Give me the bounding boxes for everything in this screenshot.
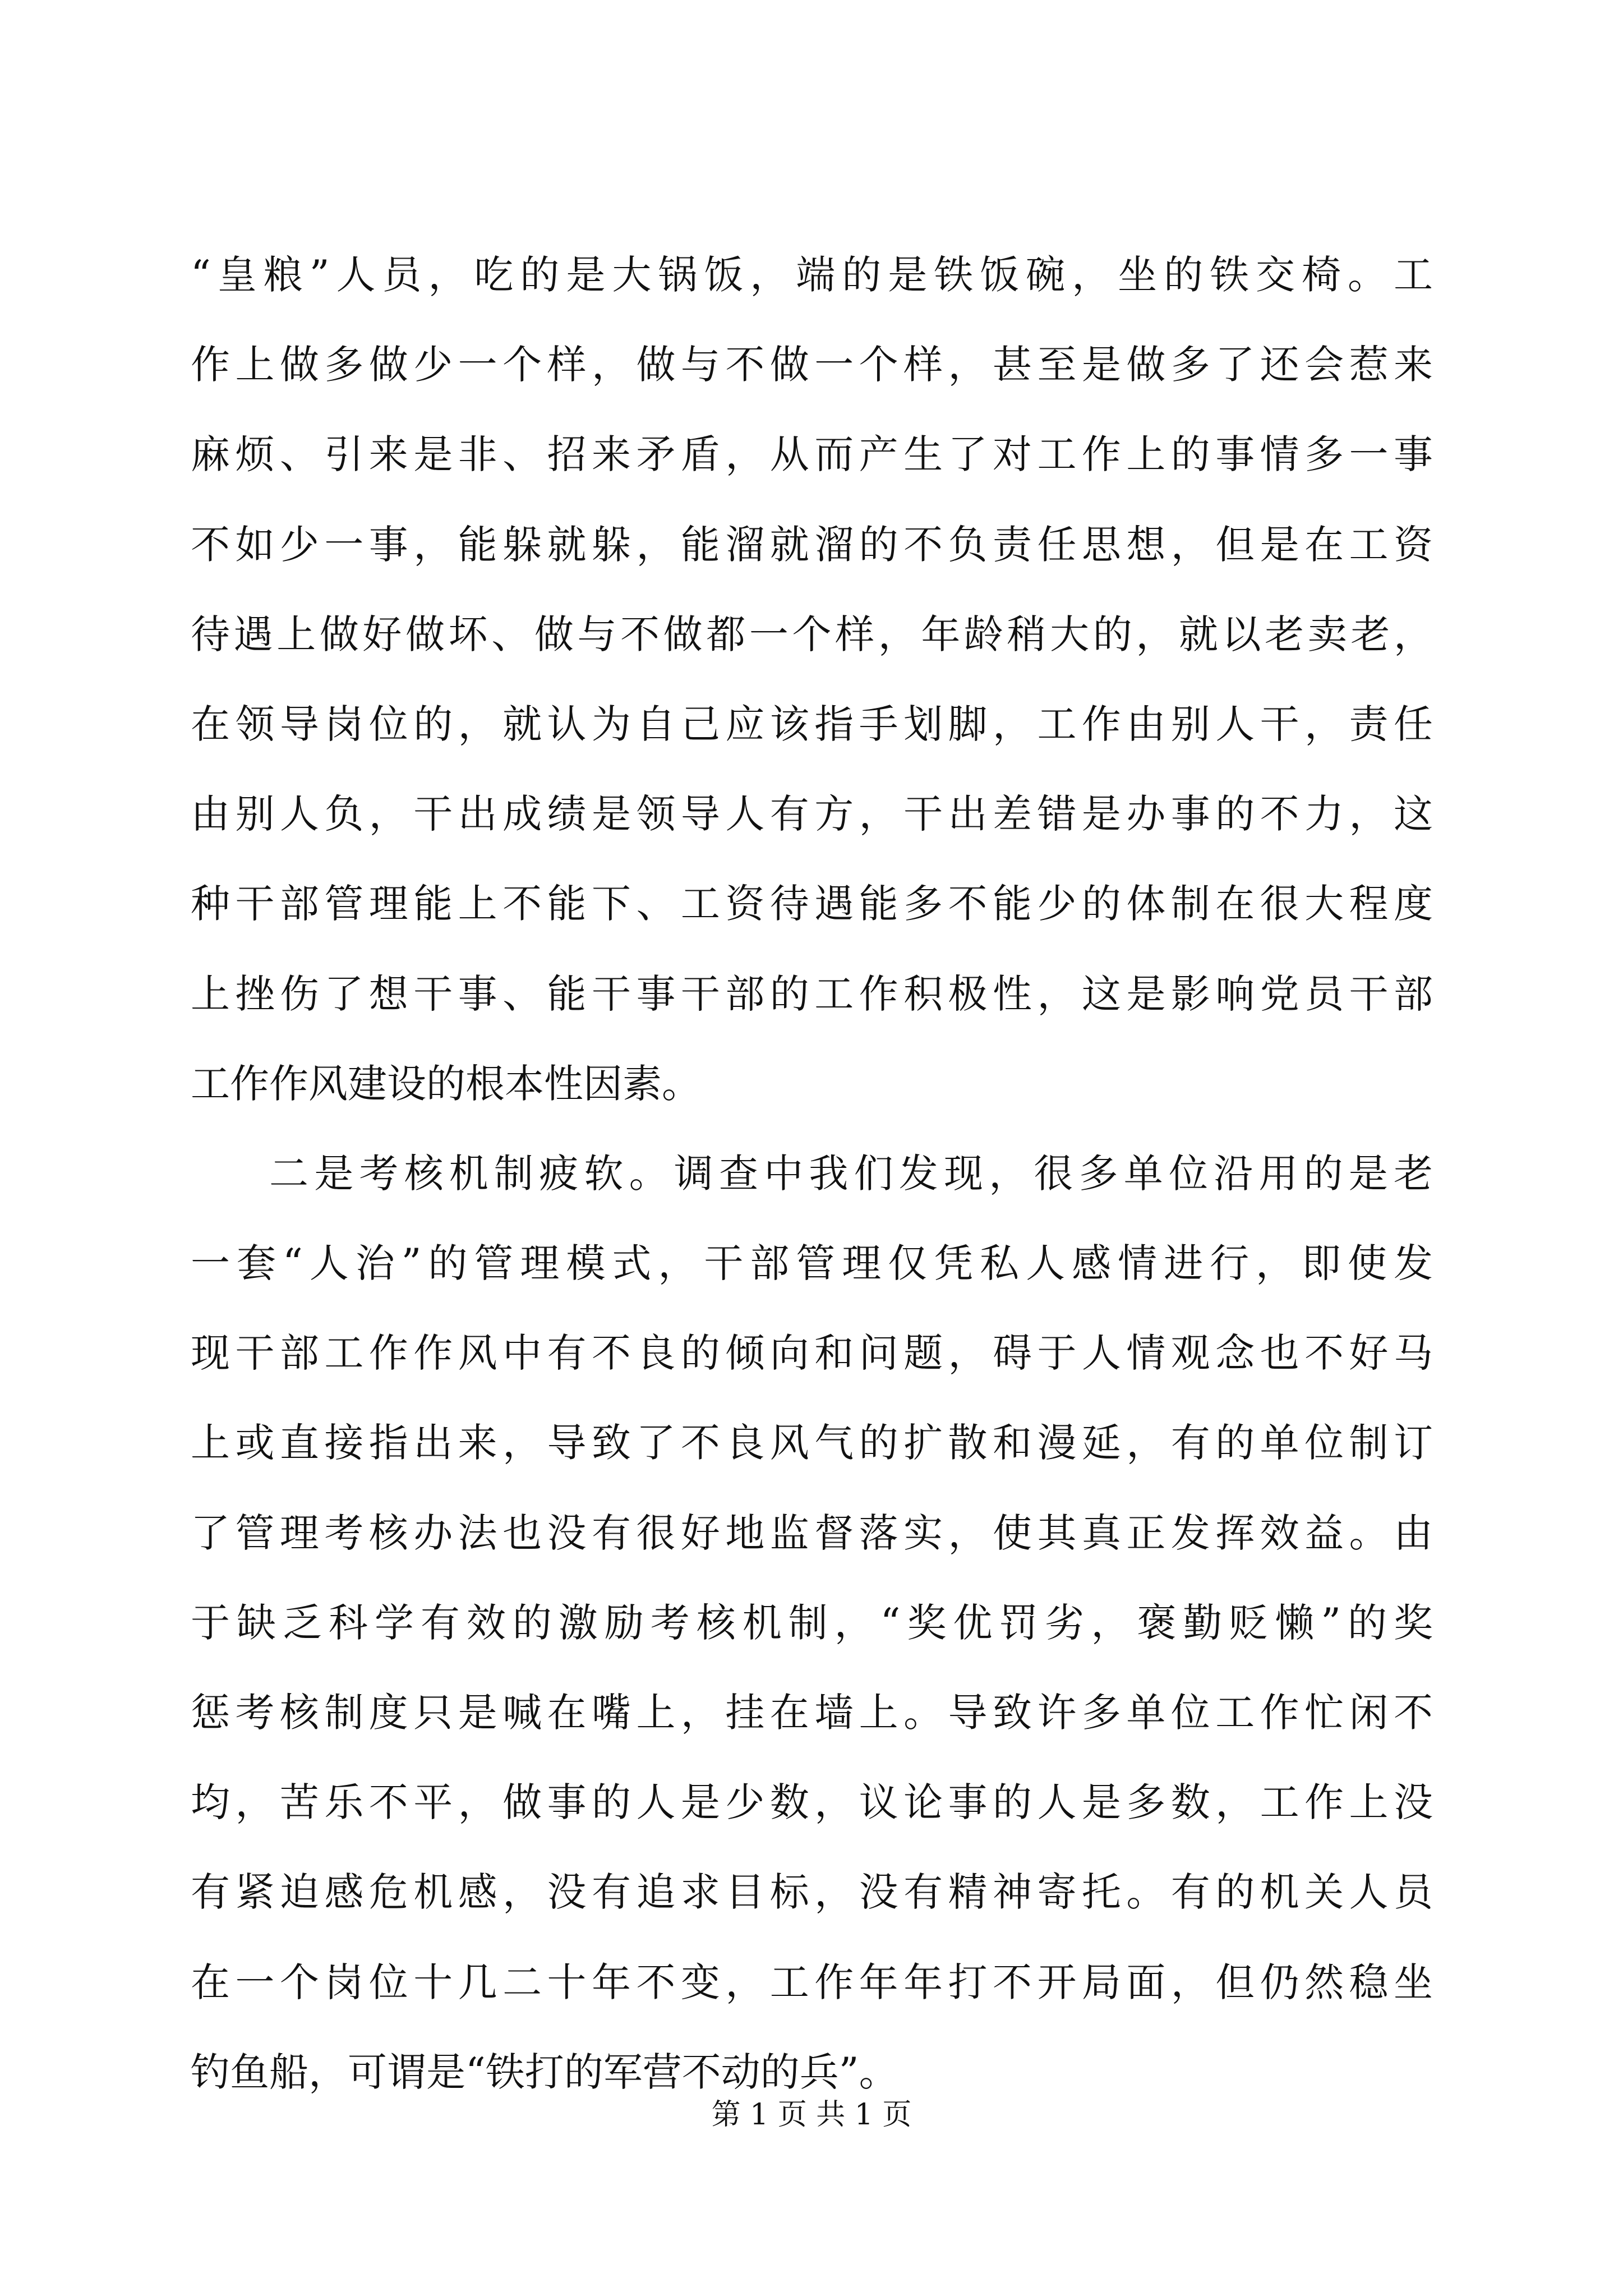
text-line: 不如少一事，能躲就躲，能溜就溜的不负责任思想，但是在工资	[191, 521, 1433, 568]
text-line: 上或直接指出来，导致了不良风气的扩散和漫延，有的单位制订	[191, 1420, 1433, 1466]
text-line: 二是考核机制疲软。调查中我们发现，很多单位沿用的是老	[269, 1150, 1433, 1197]
text-line: 均，苦乐不平，做事的人是少数，议论事的人是多数，工作上没	[191, 1779, 1433, 1826]
document-body	[191, 230, 1433, 2117]
text-line: 由别人负，干出成绩是领导人有方，干出差错是办事的不力，这	[191, 791, 1433, 838]
text-line: 待遇上做好做坏、做与不做都一个样，年龄稍大的，就以老卖老，	[191, 611, 1433, 657]
text-line: 工作作风建设的根本性因素。	[191, 1060, 701, 1107]
text-line: “皇粮”人员，吃的是大锅饭，端的是铁饭碗，坐的铁交椅。工	[191, 252, 1433, 298]
text-line: 钓鱼船，可谓是“铁打的军营不动的兵”。	[191, 2049, 898, 2095]
page-number-footer: 第 1 页 共 1 页	[711, 2098, 912, 2132]
text-line: 惩考核制度只是喊在嘴上，挂在墙上。导致许多单位工作忙闲不	[191, 1690, 1433, 1736]
text-line: 一套“人治”的管理模式，干部管理仅凭私人感情进行，即使发	[191, 1240, 1433, 1287]
text-line: 现干部工作作风中有不良的倾向和问题，碍于人情观念也不好马	[191, 1330, 1433, 1377]
text-line: 在一个岗位十几二十年不变，工作年年打不开局面，但仍然稳坐	[191, 1959, 1433, 2005]
text-line: 在领导岗位的，就认为自己应该指手划脚，工作由别人干，责任	[191, 701, 1433, 747]
paragraph-1	[191, 230, 1433, 1129]
text-line: 了管理考核办法也没有很好地监督落实，使其真正发挥效益。由	[191, 1510, 1433, 1556]
text-line: 上挫伤了想干事、能干事干部的工作积极性，这是影响党员干部	[191, 970, 1433, 1017]
paragraph-2	[191, 1129, 1433, 2117]
text-line: 种干部管理能上不能下、工资待遇能多不能少的体制在很大程度	[191, 881, 1433, 927]
text-line: 于缺乏科学有效的激励考核机制，“奖优罚劣，褒勤贬懒”的奖	[191, 1599, 1433, 1646]
text-line: 有紧迫感危机感，没有追求目标，没有精神寄托。有的机关人员	[191, 1869, 1433, 1916]
text-line: 麻烦、引来是非、招来矛盾，从而产生了对工作上的事情多一事	[191, 431, 1433, 478]
text-line: 作上做多做少一个样，做与不做一个样，甚至是做多了还会惹来	[191, 342, 1433, 388]
